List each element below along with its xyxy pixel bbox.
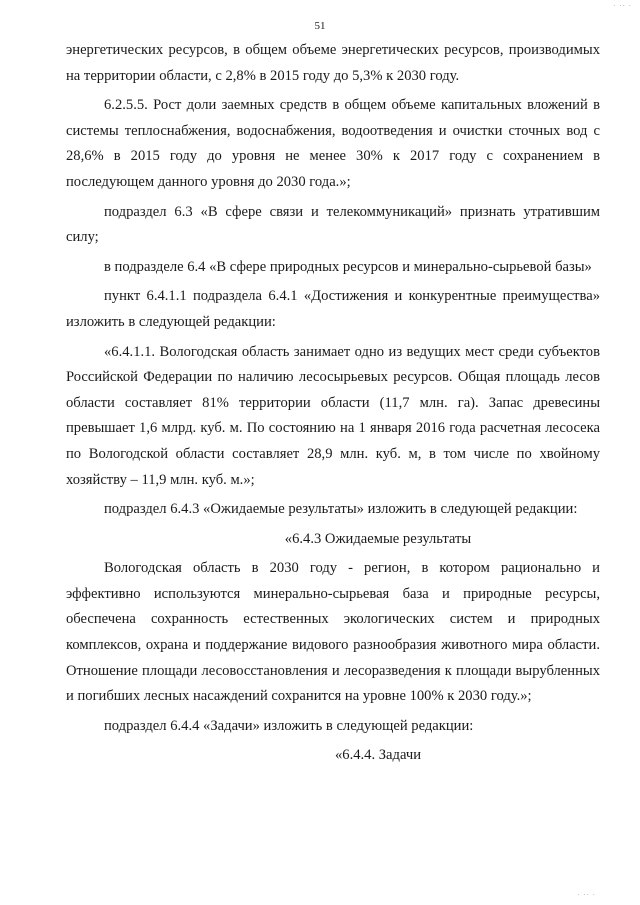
paragraph-subsection-6-4-3-intro: подраздел 6.4.3 «Ожидаемые результаты» изложить в следующей редакции:	[104, 501, 578, 518]
paragraph-6-2-5-5: 6.2.5.5. Рост доли заемных средств в общем объеме капитальных вложений в системы теплоснабжения, водоснабжения, водоотведения и очистки сточных вод с 28,6% в 2015 году до уровня не менее 30% к 2017 году с сохранением в последующем данного уровня до 2030 года.»;	[66, 97, 600, 190]
paragraph-subsection-6-4-4-intro: подраздел 6.4.4 «Задачи» изложить в следующей редакции:	[104, 717, 474, 734]
heading-6-4-3: «6.4.3 Ожидаемые результаты	[284, 530, 472, 547]
paragraph-continuation: энергетических ресурсов, в общем объеме энергетических ресурсов, производимых на территории области, с 2,8% в 2015 году до 5,3% к 2030 году.	[66, 42, 600, 84]
paragraph-item-6-4-1-1-intro: пункт 6.4.1.1 подраздела 6.4.1 «Достижения и конкурентные преимущества» изложить в следующей редакции:	[66, 288, 600, 330]
paragraph-expected-results: Вологодская область в 2030 году - регион, в котором рационально и эффективно используются минерально-сырьевая база и природные ресурсы, обеспечена сохранность естественных экологических систем и природных комплексов, охрана и поддержание видового разнообразия животного мира области. Отношение площади лесовосстановления и лесоразведения к площади вырубленных и погибших лесных насаждений сохранится на уровне 100% к 2030 году.»;	[66, 560, 600, 705]
paragraph-subsection-6-4: в подразделе 6.4 «В сфере природных ресурсов и минерально-сырьевой базы»	[104, 258, 592, 275]
paragraph-subsection-6-3: подраздел 6.3 «В сфере связи и телекоммуникаций» признать утратившим силу;	[66, 203, 600, 246]
paragraph-item-6-4-1-1: «6.4.1.1. Вологодская область занимает одно из ведущих мест среди субъектов Российской Федерации по наличию лесосырьевых ресурсов. Общая площадь лесов области составляет 81% территории области (11,7 млн. га). Запас древесины превышает 1,6 млрд. куб. м. По состоянию на 1 января 2016 года расчетная лесосека по Вологодской области составляет 28,9 млн. куб. м, в том числе по хвойному хозяйству – 11,9 млн. куб. м.»;	[66, 343, 600, 488]
corner-scan-mark-top: · ·· ·	[613, 2, 632, 10]
heading-6-4-4: «6.4.4. Задачи	[334, 747, 422, 764]
page-number: 51	[314, 20, 326, 32]
document-body	[66, 38, 600, 773]
corner-scan-mark-bottom: · ·· ·	[577, 891, 596, 899]
